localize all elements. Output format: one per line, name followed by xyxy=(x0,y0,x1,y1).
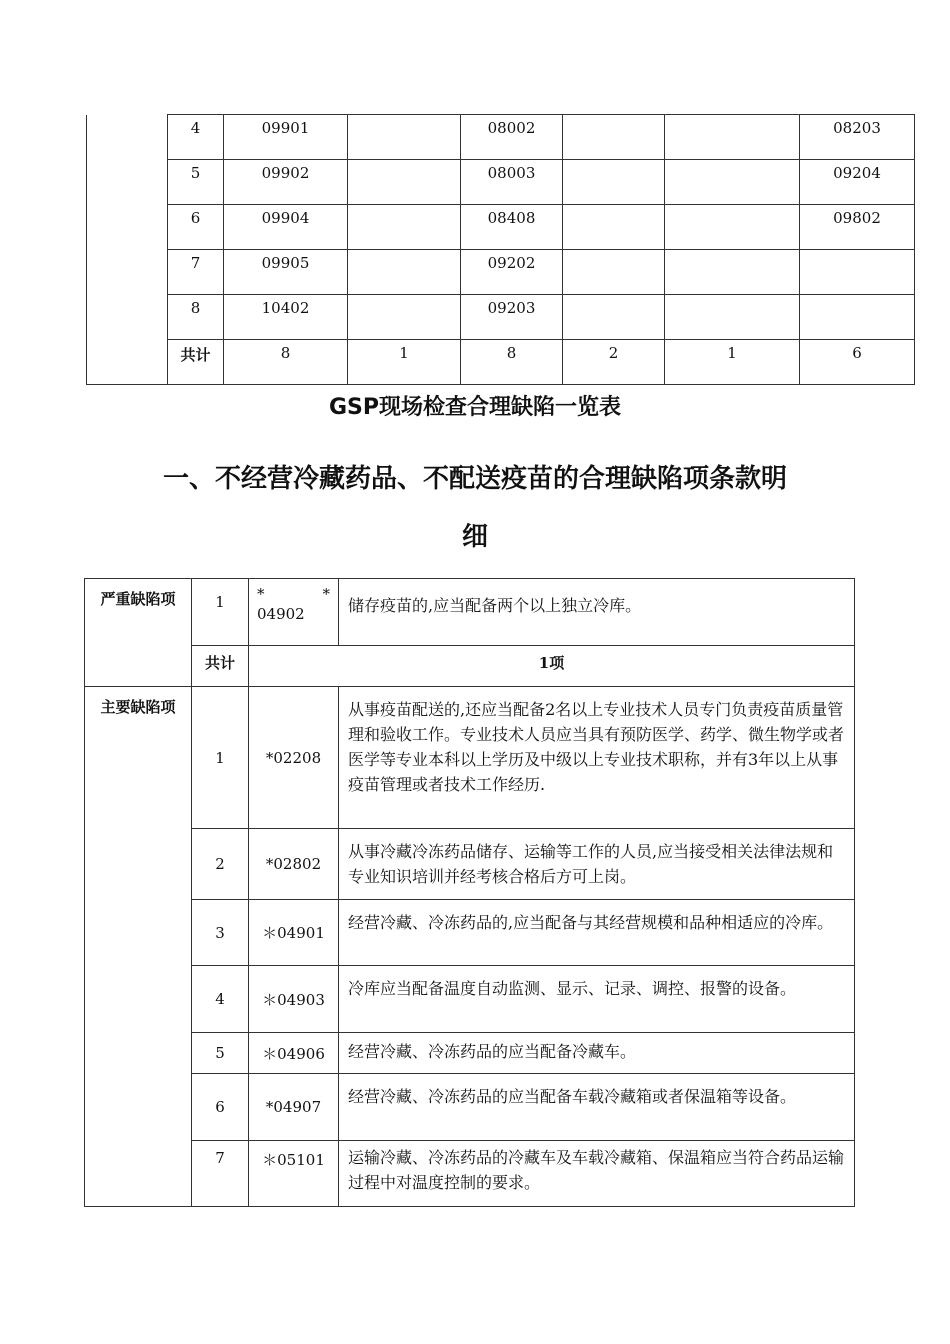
item-number: 3 xyxy=(192,900,249,966)
total-cell: 1 xyxy=(348,340,461,385)
table-row xyxy=(87,115,915,160)
table-row xyxy=(85,687,855,829)
item-number: 4 xyxy=(192,966,249,1033)
table-cell xyxy=(800,250,915,295)
table-cell xyxy=(348,115,461,160)
table-cell: 08203 xyxy=(800,115,915,160)
item-description: 经营冷藏、冷冻药品的应当配备车载冷藏箱或者保温箱等设备。 xyxy=(339,1074,855,1141)
table-cell xyxy=(665,295,800,340)
table-cell xyxy=(563,205,665,250)
table-cell: 6 xyxy=(168,205,224,250)
table-cell: 08002 xyxy=(461,115,563,160)
code-number: 04902 xyxy=(257,605,305,623)
total-row xyxy=(87,340,915,385)
table-cell xyxy=(563,115,665,160)
item-code: ＊04903 xyxy=(249,966,339,1033)
table-row xyxy=(85,1074,855,1141)
table-cell xyxy=(348,250,461,295)
item-description: 冷库应当配备温度自动监测、显示、记录、调控、报警的设备。 xyxy=(339,966,855,1033)
table-cell: 10402 xyxy=(224,295,348,340)
table-cell xyxy=(563,160,665,205)
table-cell: 5 xyxy=(168,160,224,205)
item-code xyxy=(249,579,339,646)
code-mark: * xyxy=(257,585,265,603)
total-cell: 6 xyxy=(800,340,915,385)
item-description: 经营冷藏、冷冻药品的,应当配备与其经营规模和品种相适应的冷库。 xyxy=(339,900,855,966)
table-row xyxy=(85,1033,855,1074)
table-row xyxy=(87,205,915,250)
table-cell: 08408 xyxy=(461,205,563,250)
item-number: 1 xyxy=(192,579,249,646)
item-code: *04907 xyxy=(249,1074,339,1141)
page-title: GSP现场检查合理缺陷一览表 xyxy=(328,395,622,420)
total-cell: 8 xyxy=(461,340,563,385)
table-cell: 09802 xyxy=(800,205,915,250)
item-description: 经营冷藏、冷冻药品的应当配备冷藏车。 xyxy=(339,1033,855,1074)
table-cell: 09902 xyxy=(224,160,348,205)
item-code: *02802 xyxy=(249,829,339,900)
section-heading: 一、不经营冷藏药品、不配送疫苗的合理缺陷项条款明 xyxy=(162,464,787,494)
table-cell xyxy=(563,250,665,295)
table-row xyxy=(87,160,915,205)
table-cell: 09202 xyxy=(461,250,563,295)
table-cell: 09901 xyxy=(224,115,348,160)
table-row xyxy=(85,966,855,1033)
table-cell: 8 xyxy=(168,295,224,340)
table-cell xyxy=(665,205,800,250)
total-cell: 8 xyxy=(224,340,348,385)
table-row xyxy=(85,900,855,966)
item-code: *02208 xyxy=(249,687,339,829)
defect-table xyxy=(84,578,855,1207)
table-cell: 09905 xyxy=(224,250,348,295)
table-row xyxy=(85,579,855,646)
merged-category-cell xyxy=(87,115,168,385)
table-cell xyxy=(665,160,800,205)
item-number: 7 xyxy=(192,1141,249,1207)
table-cell: 08003 xyxy=(461,160,563,205)
table-row xyxy=(87,295,915,340)
table-cell xyxy=(348,295,461,340)
item-code: ＊04906 xyxy=(249,1033,339,1074)
table-cell: 09203 xyxy=(461,295,563,340)
item-description: 运输冷藏、冷冻药品的冷藏车及车载冷藏箱、保温箱应当符合药品运输过程中对温度控制的要求。 xyxy=(339,1141,855,1207)
item-number: 6 xyxy=(192,1074,249,1141)
item-description: 从事疫苗配送的,还应当配备2名以上专业技术人员专门负责疫苗质量管理和验收工作。专业技术人员应当具有预防医学、药学、微生物学或者医学等专业本科以上学历及中级以上专业技术职称，并有3年以上从事疫苗管理或者技术工作经历. xyxy=(339,687,855,829)
total-label: 共计 xyxy=(168,340,224,385)
item-description: 从事冷藏冷冻药品储存、运输等工作的人员,应当接受相关法律法规和专业知识培训并经考核合格后方可上岗。 xyxy=(339,829,855,900)
total-cell: 1 xyxy=(665,340,800,385)
total-row xyxy=(85,646,855,687)
table-cell xyxy=(348,160,461,205)
item-code: ＊05101 xyxy=(249,1141,339,1207)
table-cell: 7 xyxy=(168,250,224,295)
table-cell: 09204 xyxy=(800,160,915,205)
table-row xyxy=(85,1141,855,1207)
item-number: 5 xyxy=(192,1033,249,1074)
item-number: 1 xyxy=(192,687,249,829)
total-value: 1项 xyxy=(249,646,855,687)
table-cell xyxy=(665,250,800,295)
major-category: 主要缺陷项 xyxy=(85,687,192,1207)
table-cell: 4 xyxy=(168,115,224,160)
table-cell xyxy=(665,115,800,160)
top-summary-table xyxy=(86,114,915,385)
item-description: 储存疫苗的,应当配备两个以上独立冷库。 xyxy=(339,579,855,646)
item-number: 2 xyxy=(192,829,249,900)
code-mark: * xyxy=(322,585,330,603)
table-row xyxy=(87,250,915,295)
table-cell xyxy=(800,295,915,340)
table-cell xyxy=(348,205,461,250)
table-cell xyxy=(563,295,665,340)
severe-category: 严重缺陷项 xyxy=(85,579,192,687)
table-cell: 09904 xyxy=(224,205,348,250)
table-row xyxy=(85,829,855,900)
section-heading-continued: 细 xyxy=(461,522,488,552)
item-code: ＊04901 xyxy=(249,900,339,966)
total-cell: 2 xyxy=(563,340,665,385)
total-label: 共计 xyxy=(192,646,249,687)
